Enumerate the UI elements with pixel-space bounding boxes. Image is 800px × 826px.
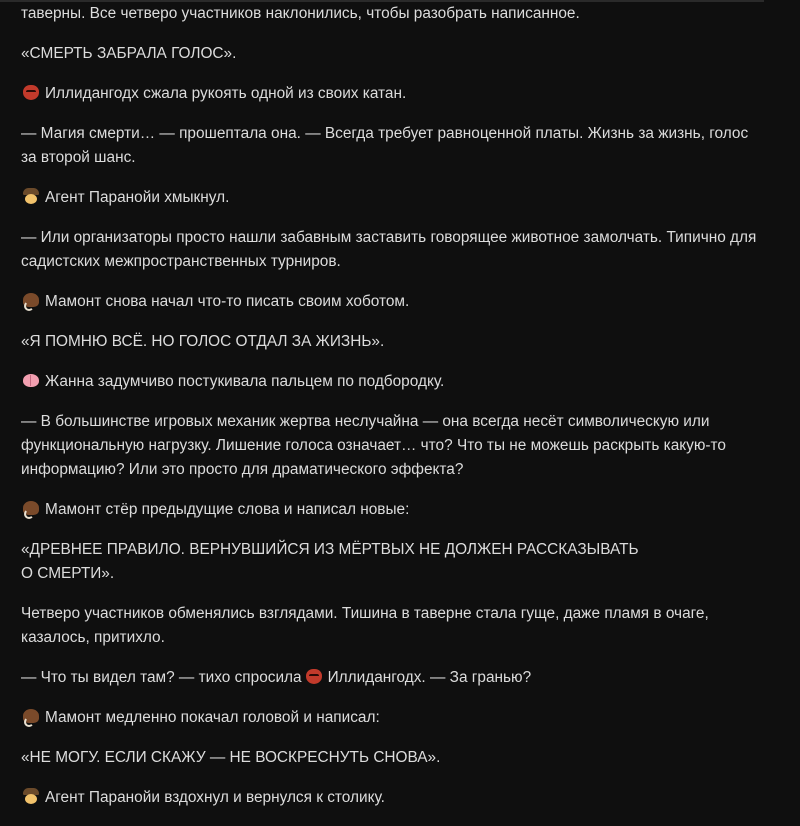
paragraph	[21, 746, 761, 770]
paragraph	[21, 666, 761, 690]
mammoth-icon	[21, 291, 41, 309]
paragraph-text: Мамонт стёр предыдущие слова и написал новые:	[45, 501, 410, 518]
ogre-icon	[21, 83, 41, 101]
paragraph	[21, 538, 761, 586]
paragraph	[21, 290, 761, 314]
paragraph	[21, 410, 761, 482]
ogre-icon	[304, 667, 324, 685]
paragraph-text: таверны. Все четверо участников наклонились, чтобы разобрать написанное.	[21, 5, 580, 22]
paragraph	[21, 82, 761, 106]
detective-icon	[21, 187, 41, 205]
paragraph-text: — В большинстве игровых механик жертва неслучайна — она всегда несёт символическую или функциональную нагрузку. Лишение голоса означает… что? Что ты не можешь раскрыть какую-то информацию? Или это просто для драматического эффекта?	[21, 413, 726, 478]
paragraph-text: — Или организаторы просто нашли забавным заставить говорящее животное замолчать. Типично для садистских межпространственных турниров.	[21, 229, 757, 270]
paragraph	[21, 498, 761, 522]
paragraph	[21, 330, 761, 354]
paragraph-text: Иллидангодх. — За гранью?	[327, 669, 532, 686]
paragraph	[21, 786, 761, 810]
paragraph-text: — Что ты видел там? — тихо спросила	[21, 669, 302, 686]
paragraph-text: Иллидангодх сжала рукоять одной из своих катан.	[45, 85, 407, 102]
paragraph	[21, 226, 761, 274]
paragraph	[21, 42, 761, 66]
paragraph-text: Жанна задумчиво постукивала пальцем по подбородку.	[45, 373, 445, 390]
paragraph-text: Четверо участников обменялись взглядами. Тишина в таверне стала гуще, даже пламя в очаге, казалось, притихло.	[21, 605, 709, 646]
paragraph	[21, 2, 761, 26]
paragraph-text: Мамонт снова начал что-то писать своим хоботом.	[45, 293, 410, 310]
paragraph	[21, 602, 761, 650]
paragraph-text: Агент Паранойи хмыкнул.	[45, 189, 230, 206]
mammoth-icon	[21, 499, 41, 517]
paragraph	[21, 370, 761, 394]
paragraph-text: Мамонт медленно покачал головой и написал:	[45, 709, 380, 726]
paragraph-text: — Магия смерти… — прошептала она. — Всегда требует равноценной платы. Жизнь за жизнь, голос за второй шанс.	[21, 125, 749, 166]
message-body	[21, 2, 761, 826]
paragraph-text: Агент Паранойи вздохнул и вернулся к столику.	[45, 789, 385, 806]
paragraph	[21, 186, 761, 210]
paragraph-text: «ДРЕВНЕЕ ПРАВИЛО. ВЕРНУВШИЙСЯ ИЗ МЁРТВЫХ НЕ ДОЛЖЕН РАССКАЗЫВАТЬ	[21, 541, 639, 558]
paragraph-text: «СМЕРТЬ ЗАБРАЛА ГОЛОС».	[21, 45, 237, 62]
mammoth-icon	[21, 707, 41, 725]
paragraph-text: «НЕ МОГУ. ЕСЛИ СКАЖУ — НЕ ВОСКРЕСНУТЬ СНОВА».	[21, 749, 441, 766]
paragraph-text: «Я ПОМНЮ ВСЁ. НО ГОЛОС ОТДАЛ ЗА ЖИЗНЬ».	[21, 333, 385, 350]
detective-icon	[21, 787, 41, 805]
paragraph	[21, 122, 761, 170]
paragraph-text: О СМЕРТИ».	[21, 565, 115, 582]
paragraph	[21, 706, 761, 730]
brain-icon	[21, 371, 41, 389]
